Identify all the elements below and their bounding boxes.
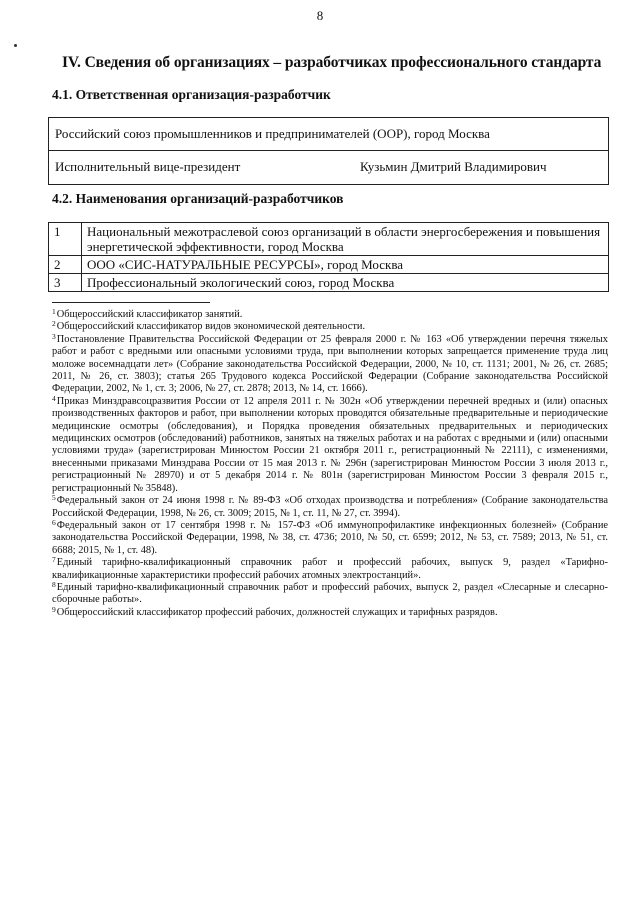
row-number: 2 (49, 256, 82, 274)
footnote-text: Общероссийский классификатор профессий рабочих, должностей служащих и тарифных разрядов. (56, 606, 498, 618)
footnote (52, 331, 608, 396)
table-row (49, 223, 609, 256)
organization-row (49, 118, 609, 151)
footnotes (52, 309, 608, 619)
signer-row (49, 151, 609, 185)
footnote-text: Общероссийский классификатор видов экономической деятельности. (56, 321, 366, 333)
footnote-text: Приказ Минздравсоцразвития России от 12 апреля 2011 г. № 302н «Об утверждении перечней вредных и (или) опасных производственных факторов и работ, при выполнении которых проводятся обязательные предварительные и периодические медицинские осмотры (обследования), и Порядка проведения обязательных предварительных и периодических медицинских осмотров (обследований) работников, занятых на тяжелых работах и на работах с вредными и (или) опасными условиями труда» (зарегистрирован Минюстом России 21 октября 2011 г., регистрационный № 22111), с изменениями, внесенными приказами Минздрава России от 15 мая 2013 г. № 296н (зарегистрирован Минюстом России 3 июля 2013 г., регистрационный № 28970) и от 5 декабря 2014 г. № 801н (зарегистрирован Минюстом России 3 февраля 2015 г., регистрационный № 35848). (52, 395, 608, 494)
organization-name: Профессиональный экологический союз, город Москва (82, 274, 609, 292)
footnote-text: Единый тарифно-квалификационный справочник работ и профессий рабочих, выпуск 2, раздел «Слесарные и слесарно-сборочные работы». (52, 581, 608, 606)
organization-name: Российский союз промышленников и предпринимателей (ООР), город Москва (49, 118, 609, 151)
footnote (52, 579, 608, 607)
footnote (52, 517, 608, 557)
footnote-text: Общероссийский классификатор занятий. (56, 309, 243, 320)
page-number: 8 (316, 8, 324, 23)
footnote-mark: 5 (52, 493, 56, 503)
footnote (52, 393, 608, 495)
footnote (52, 495, 608, 520)
signer-name: Кузьмин Дмитрий Владимирович (360, 159, 547, 174)
footnote-mark: 4 (52, 393, 56, 403)
footnote-mark: 3 (52, 331, 56, 341)
signer-cell (49, 151, 609, 185)
developer-organizations-heading: 4.2. Наименования организаций-разработчиков (52, 191, 344, 206)
responsible-organization-table (48, 117, 609, 185)
footnote-text: Федеральный закон от 24 июня 1998 г. № 89-ФЗ «Об отходах производства и потребления» (Собрание законодательства Российской Федерации, 1998, № 26, ст. 3009; 2015, № 1, ст. 11, № 27, ст. 3994). (52, 495, 608, 519)
footnote-text: Постановление Правительства Российской Федерации от 25 февраля 2000 г. № 163 «Об утверждении перечня тяжелых работ и работ с вредными или опасными условиями труда, при выполнении которых запрещается применение труда лиц моложе восемнадцати лет» (Собрание законодательства Российской Федерации, 2000, № 10, ст. 1131; 2001, № 26, ст. 2685; 2011, № 26, ст. 3803); статья 265 Трудового кодекса Российской Федерации (Собрание законодательства Российской Федерации, 2002, № 1, ст. 3; 2006, № 27, ст. 2878; 2013, № 14, ст. 1666). (52, 333, 608, 395)
organization-name: Национальный межотраслевой союз организаций в области энергосбережения и повышения энергетической эффективности, город Москва (82, 223, 609, 256)
footnote (52, 321, 608, 333)
table-row (49, 274, 609, 292)
developer-organizations-table (48, 222, 609, 292)
footnote-text: Единый тарифно-квалификационный справочник работ и профессий рабочих, выпуск 9, раздел «Тарифно-квалификационные характеристики профессий рабочих атомных электростанций». (52, 557, 608, 581)
footnote-mark: 6 (52, 517, 56, 527)
section-title: IV. Сведения об организациях – разработчиках профессионального стандарта (62, 54, 602, 71)
scan-dot (14, 44, 17, 47)
footnote-text: Федеральный закон от 17 сентября 1998 г. № 157-ФЗ «Об иммунопрофилактике инфекционных болезней» (Собрание законодательства Российской Федерации, 1998, № 38, ст. 4736; 2010, № 50, ст. 6599; 2012, № 53, ст. 7589; 2013, № 51, ст. 6688; 2015, № 1, ст. 48). (52, 519, 608, 556)
organization-name: ООО «СИС-НАТУРАЛЬНЫЕ РЕСУРСЫ», город Москва (82, 256, 609, 274)
footnote (52, 309, 608, 321)
footnote-mark: 8 (52, 579, 56, 589)
footnote (52, 557, 608, 582)
footnote-separator (52, 302, 210, 303)
footnote-mark: 2 (52, 319, 56, 329)
table-row (49, 256, 609, 274)
responsible-organization-heading: 4.1. Ответственная организация-разработчик (52, 87, 331, 102)
footnote (52, 604, 608, 619)
signer-position: Исполнительный вице-президент (55, 159, 241, 174)
footnote-mark: 7 (52, 555, 56, 565)
footnote-mark: 1 (52, 307, 56, 316)
row-number: 3 (49, 274, 82, 292)
row-number: 1 (49, 223, 82, 256)
footnote-mark: 9 (52, 604, 56, 614)
